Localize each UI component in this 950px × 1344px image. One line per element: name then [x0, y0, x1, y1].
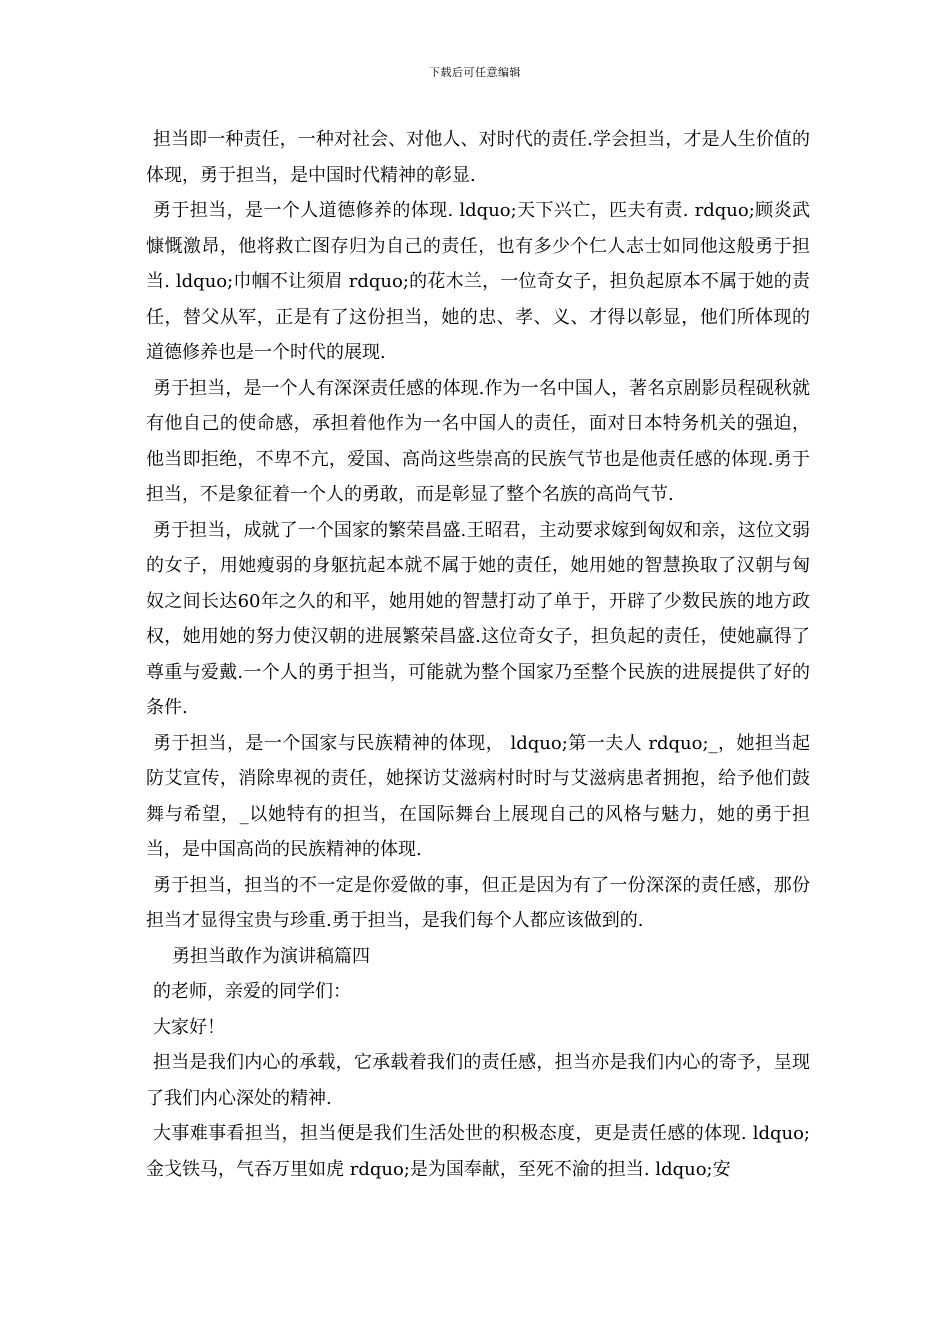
- greeting: 大家好！: [153, 1016, 225, 1038]
- paragraph: 勇于担当，成就了一个国家的繁荣昌盛.王昭君，主动要求嫁到匈奴和亲，这位文弱的女子，用她瘦弱的身躯抗起本就不属于她的责任，她用她的智慧换取了汉朝与匈奴之间长达60年之久的和平，她用她的智慧打动了单于，开辟了少数民族的地方政权，她用她的努力使汉朝的进展繁荣昌盛.这位奇女子，担负起的责任，使她赢得了尊重与爱戴.一个人的勇于担当，可能就为整个国家乃至整个民族的进展提供了好的条件.: [146, 519, 810, 718]
- document-body: [146, 122, 810, 1187]
- paragraph: 勇于担当，是一个人有深深责任感的体现.作为一名中国人，著名京剧影员程砚秋就有他自己的使命感，承担着他作为一名中国人的责任，面对日本特务机关的强迫，他当即拒绝，不卑不亢，爱国、高尚这些崇高的民族气节也是他责任感的体现.勇于担当，不是象征着一个人的勇敢，而是彰显了整个名族的高尚气节.: [146, 377, 810, 505]
- paragraph: 勇于担当，担当的不一定是你爱做的事，但正是因为有了一份深深的责任感，那份担当才显得宝贵与珍重.勇于担当，是我们每个人都应该做到的.: [146, 874, 810, 931]
- paragraph: 担当即一种责任，一种对社会、对他人、对时代的责任.学会担当，才是人生价值的体现，勇于担当，是中国时代精神的彰显.: [146, 129, 810, 186]
- paragraph: 勇于担当，是一个国家与民族精神的体现， ldquo;第一夫人 rdquo;_，她担当起防艾宣传，消除卑视的责任，她探访艾滋病村时时与艾滋病患者拥抱，给予他们鼓舞与希望，_以她特有的担当，在国际舞台上展现自己的风格与魅力，她的勇于担当，是中国高尚的民族精神的体现.: [146, 732, 810, 860]
- salutation: 的老师，亲爱的同学们：: [153, 981, 351, 1002]
- page-header: 下载后可任意编辑: [429, 66, 521, 79]
- paragraph: 大事难事看担当，担当便是我们生活处世的积极态度，更是责任感的体现. ldquo;金戈铁马，气吞万里如虎 rdquo;是为国奉献，至死不渝的担当. ldquo;安: [146, 1123, 810, 1180]
- section-heading: 勇担当敢作为演讲稿篇四: [172, 945, 370, 967]
- paragraph: 勇于担当，是一个人道德修养的体现. ldquo;天下兴亡，匹夫有责. rdquo;顾炎武慷慨激昂，他将救亡图存归为自己的责任，也有多少个仁人志士如同他这般勇于担当. ldquo;巾帼不让须眉 rdquo;的花木兰，一位奇女子，担负起原本不属于她的责任，替父从军，正是有了这份担当，她的忠、孝、义、才得以彰显，他们所体现的道德修养也是一个时代的展现.: [146, 200, 810, 363]
- paragraph: 担当是我们内心的承载，它承载着我们的责任感，担当亦是我们内心的寄予，呈现了我们内心深处的精神.: [146, 1052, 810, 1109]
